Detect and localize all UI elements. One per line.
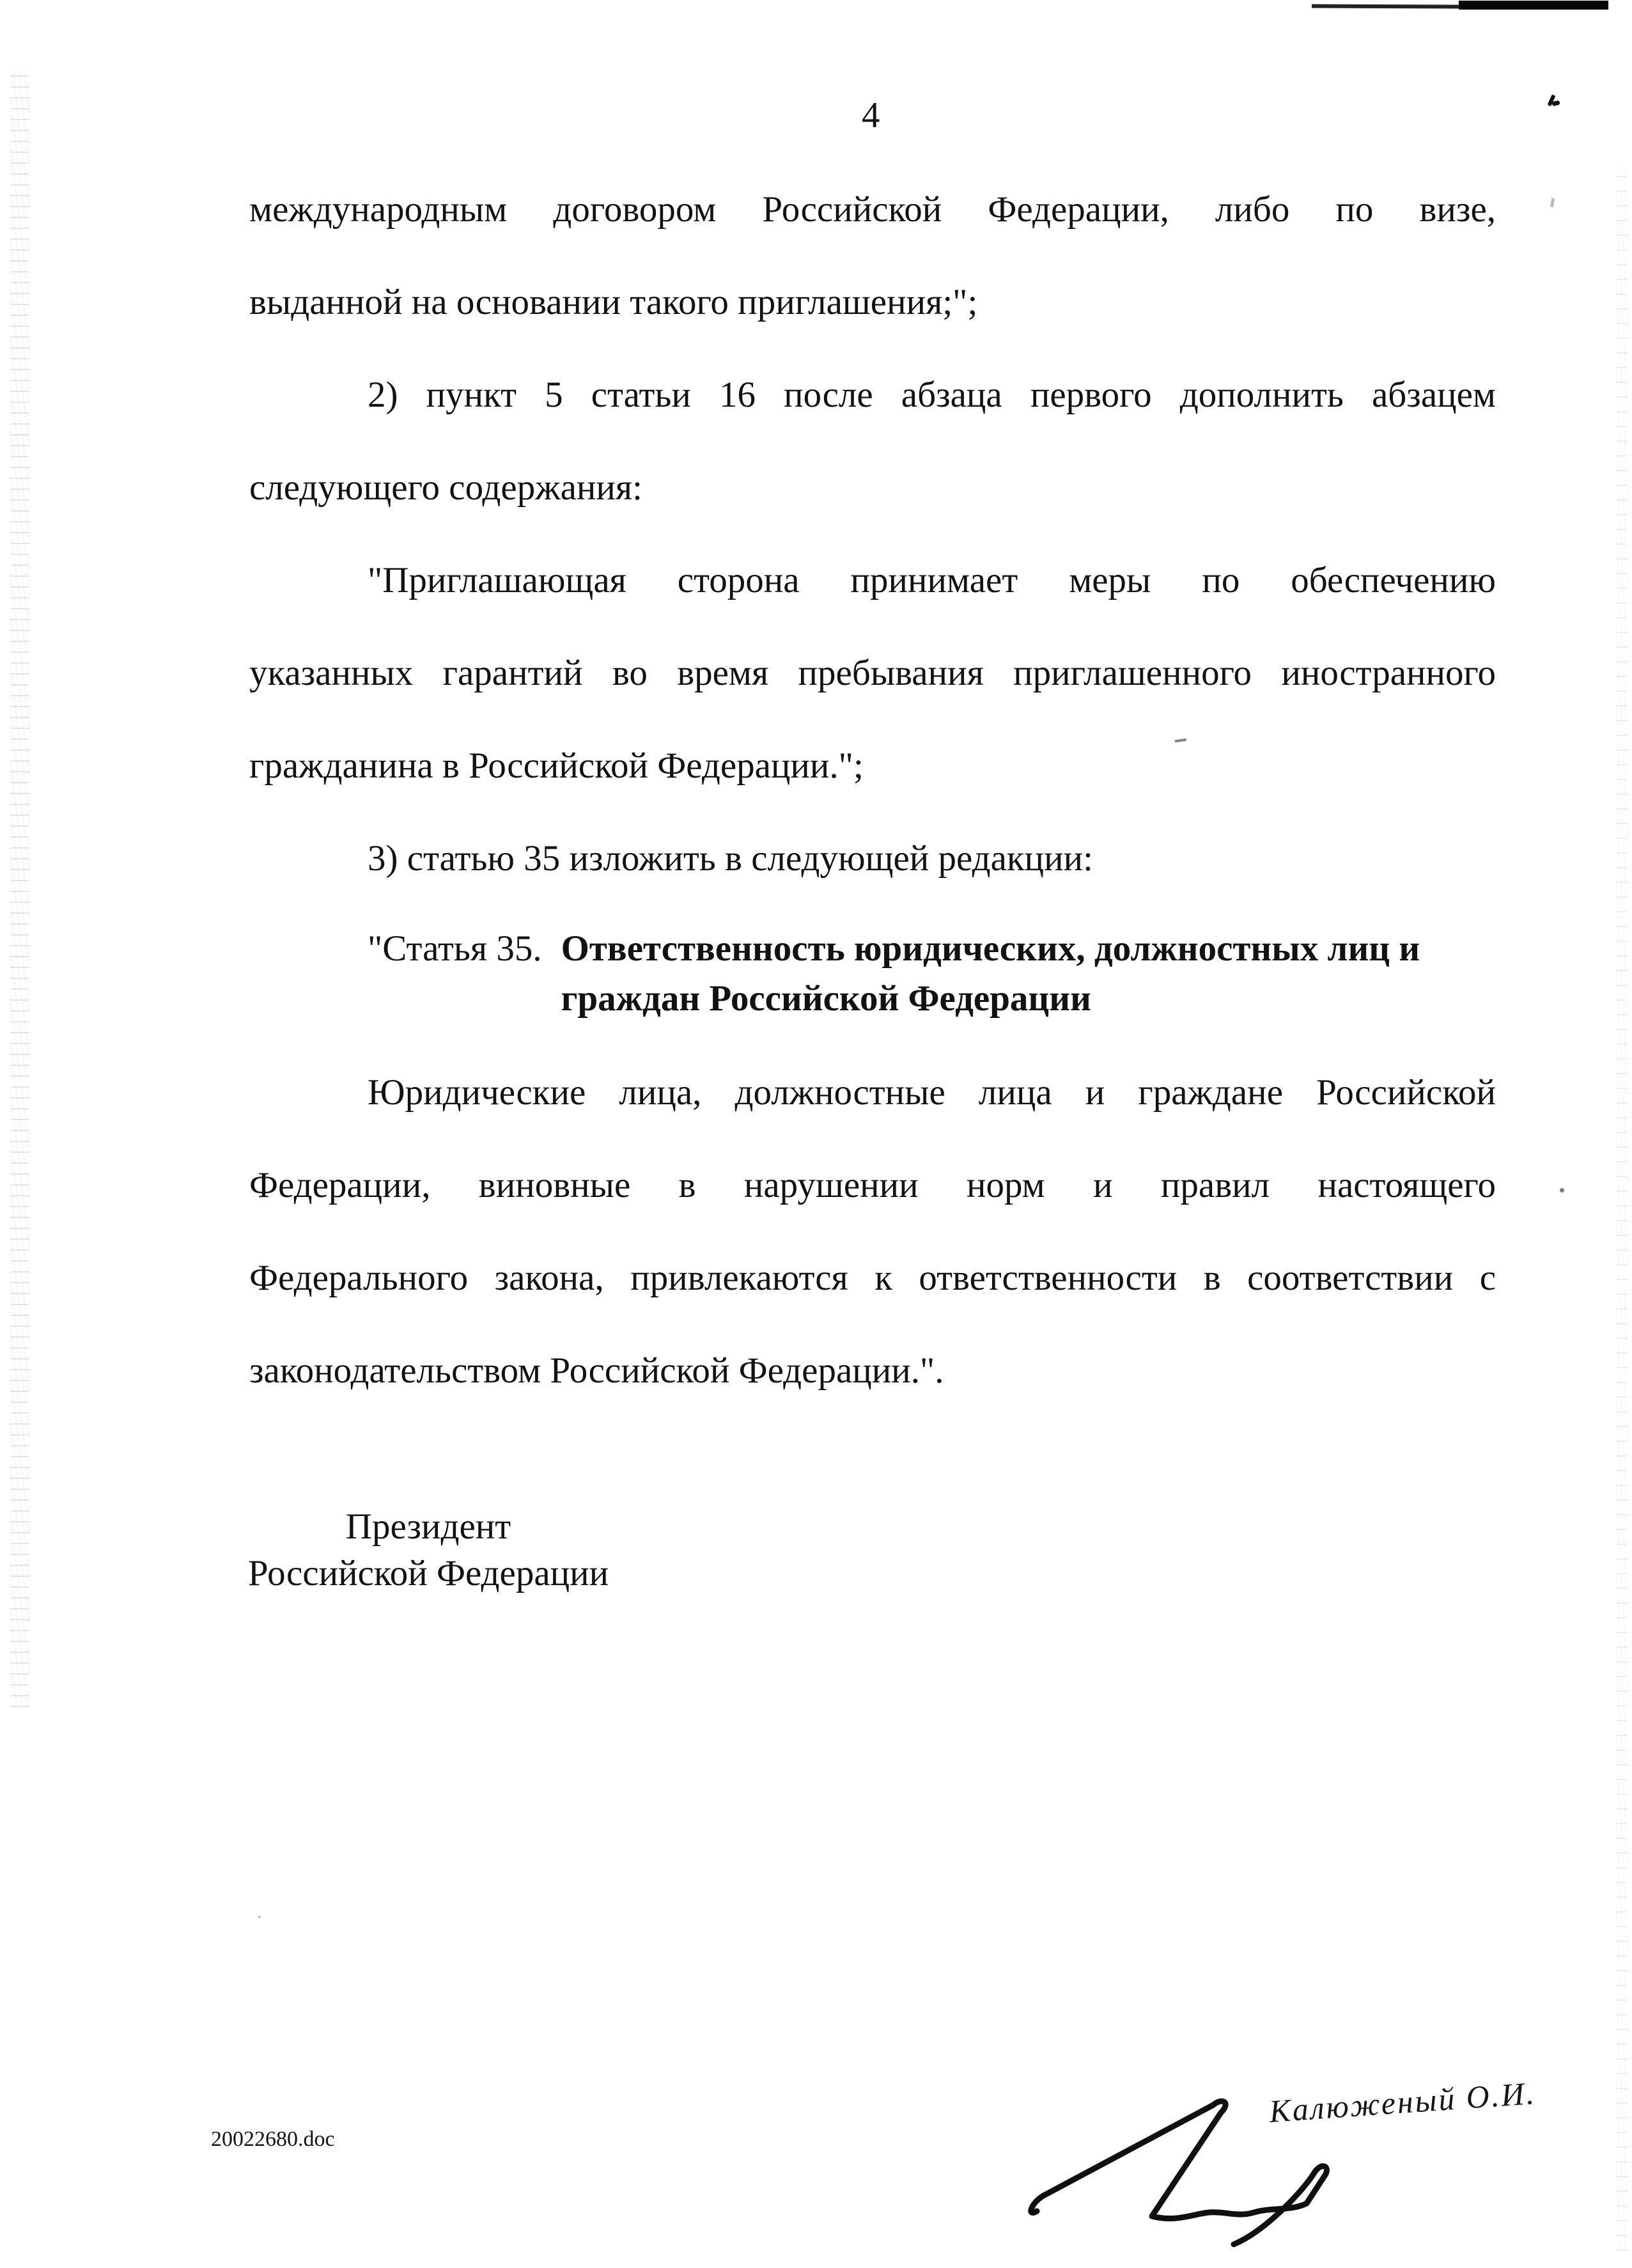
signature-title-block: [229, 1503, 627, 1597]
text-line: Юридические лица, должностные лица и граждане Российской: [368, 1072, 1496, 1113]
article-heading-bold-line: Ответственность юридических, должностных лиц и: [561, 928, 1420, 969]
article-heading-prefix: "Статья 35.: [368, 928, 542, 969]
text-line: Федерального закона, привлекаются к ответственности в соответствии с: [249, 1258, 1496, 1298]
text-line: "Приглашающая сторона принимает меры по обеспечению: [368, 560, 1496, 600]
scan-artifact-top-bar: [1459, 1, 1608, 10]
document-body: [249, 163, 1496, 1417]
text-line: международным договором Российской Федерации, либо по визе,: [249, 189, 1496, 230]
signature-title-line: Российской Федерации: [247, 1553, 609, 1593]
ink-blot: [1551, 100, 1560, 106]
signature-title-line: Президент: [345, 1506, 511, 1547]
handwritten-signature-name: Калюженый О.И.: [1268, 2074, 1537, 2129]
ink-blot: [1550, 198, 1555, 208]
ink-blot: [1560, 1188, 1564, 1193]
footer-filename: 20022680.doc: [211, 2127, 335, 2151]
ink-blot: [258, 1916, 261, 1918]
text-line: 2) пункт 5 статьи 16 после абзаца первого дополнить абзацем: [368, 375, 1496, 415]
scan-artifact-top-bar: [1312, 4, 1465, 8]
text-line: выданной на основании такого приглашения;";: [249, 282, 978, 322]
signature-scrawl: [1023, 2090, 1355, 2256]
article-heading: [249, 924, 1496, 1024]
text-line: гражданина в Российской Федерации.";: [249, 746, 864, 786]
scan-noise-right-edge: [1616, 166, 1628, 2251]
text-line: следующего содержания:: [249, 467, 642, 508]
page-number: 4: [862, 95, 880, 136]
text-line: 3) статью 35 изложить в следующей редакции:: [368, 838, 1093, 879]
text-line: Федерации, виновные в нарушении норм и правил настоящего: [249, 1165, 1496, 1205]
text-line: законодательством Российской Федерации.".: [249, 1350, 944, 1391]
scan-noise-left-edge: [10, 70, 29, 1707]
article-heading-bold-text: [561, 924, 1420, 1024]
article-heading-bold-line: граждан Российской Федерации: [561, 978, 1091, 1019]
text-line: указанных гарантий во время пребывания приглашенного иностранного: [249, 653, 1496, 693]
